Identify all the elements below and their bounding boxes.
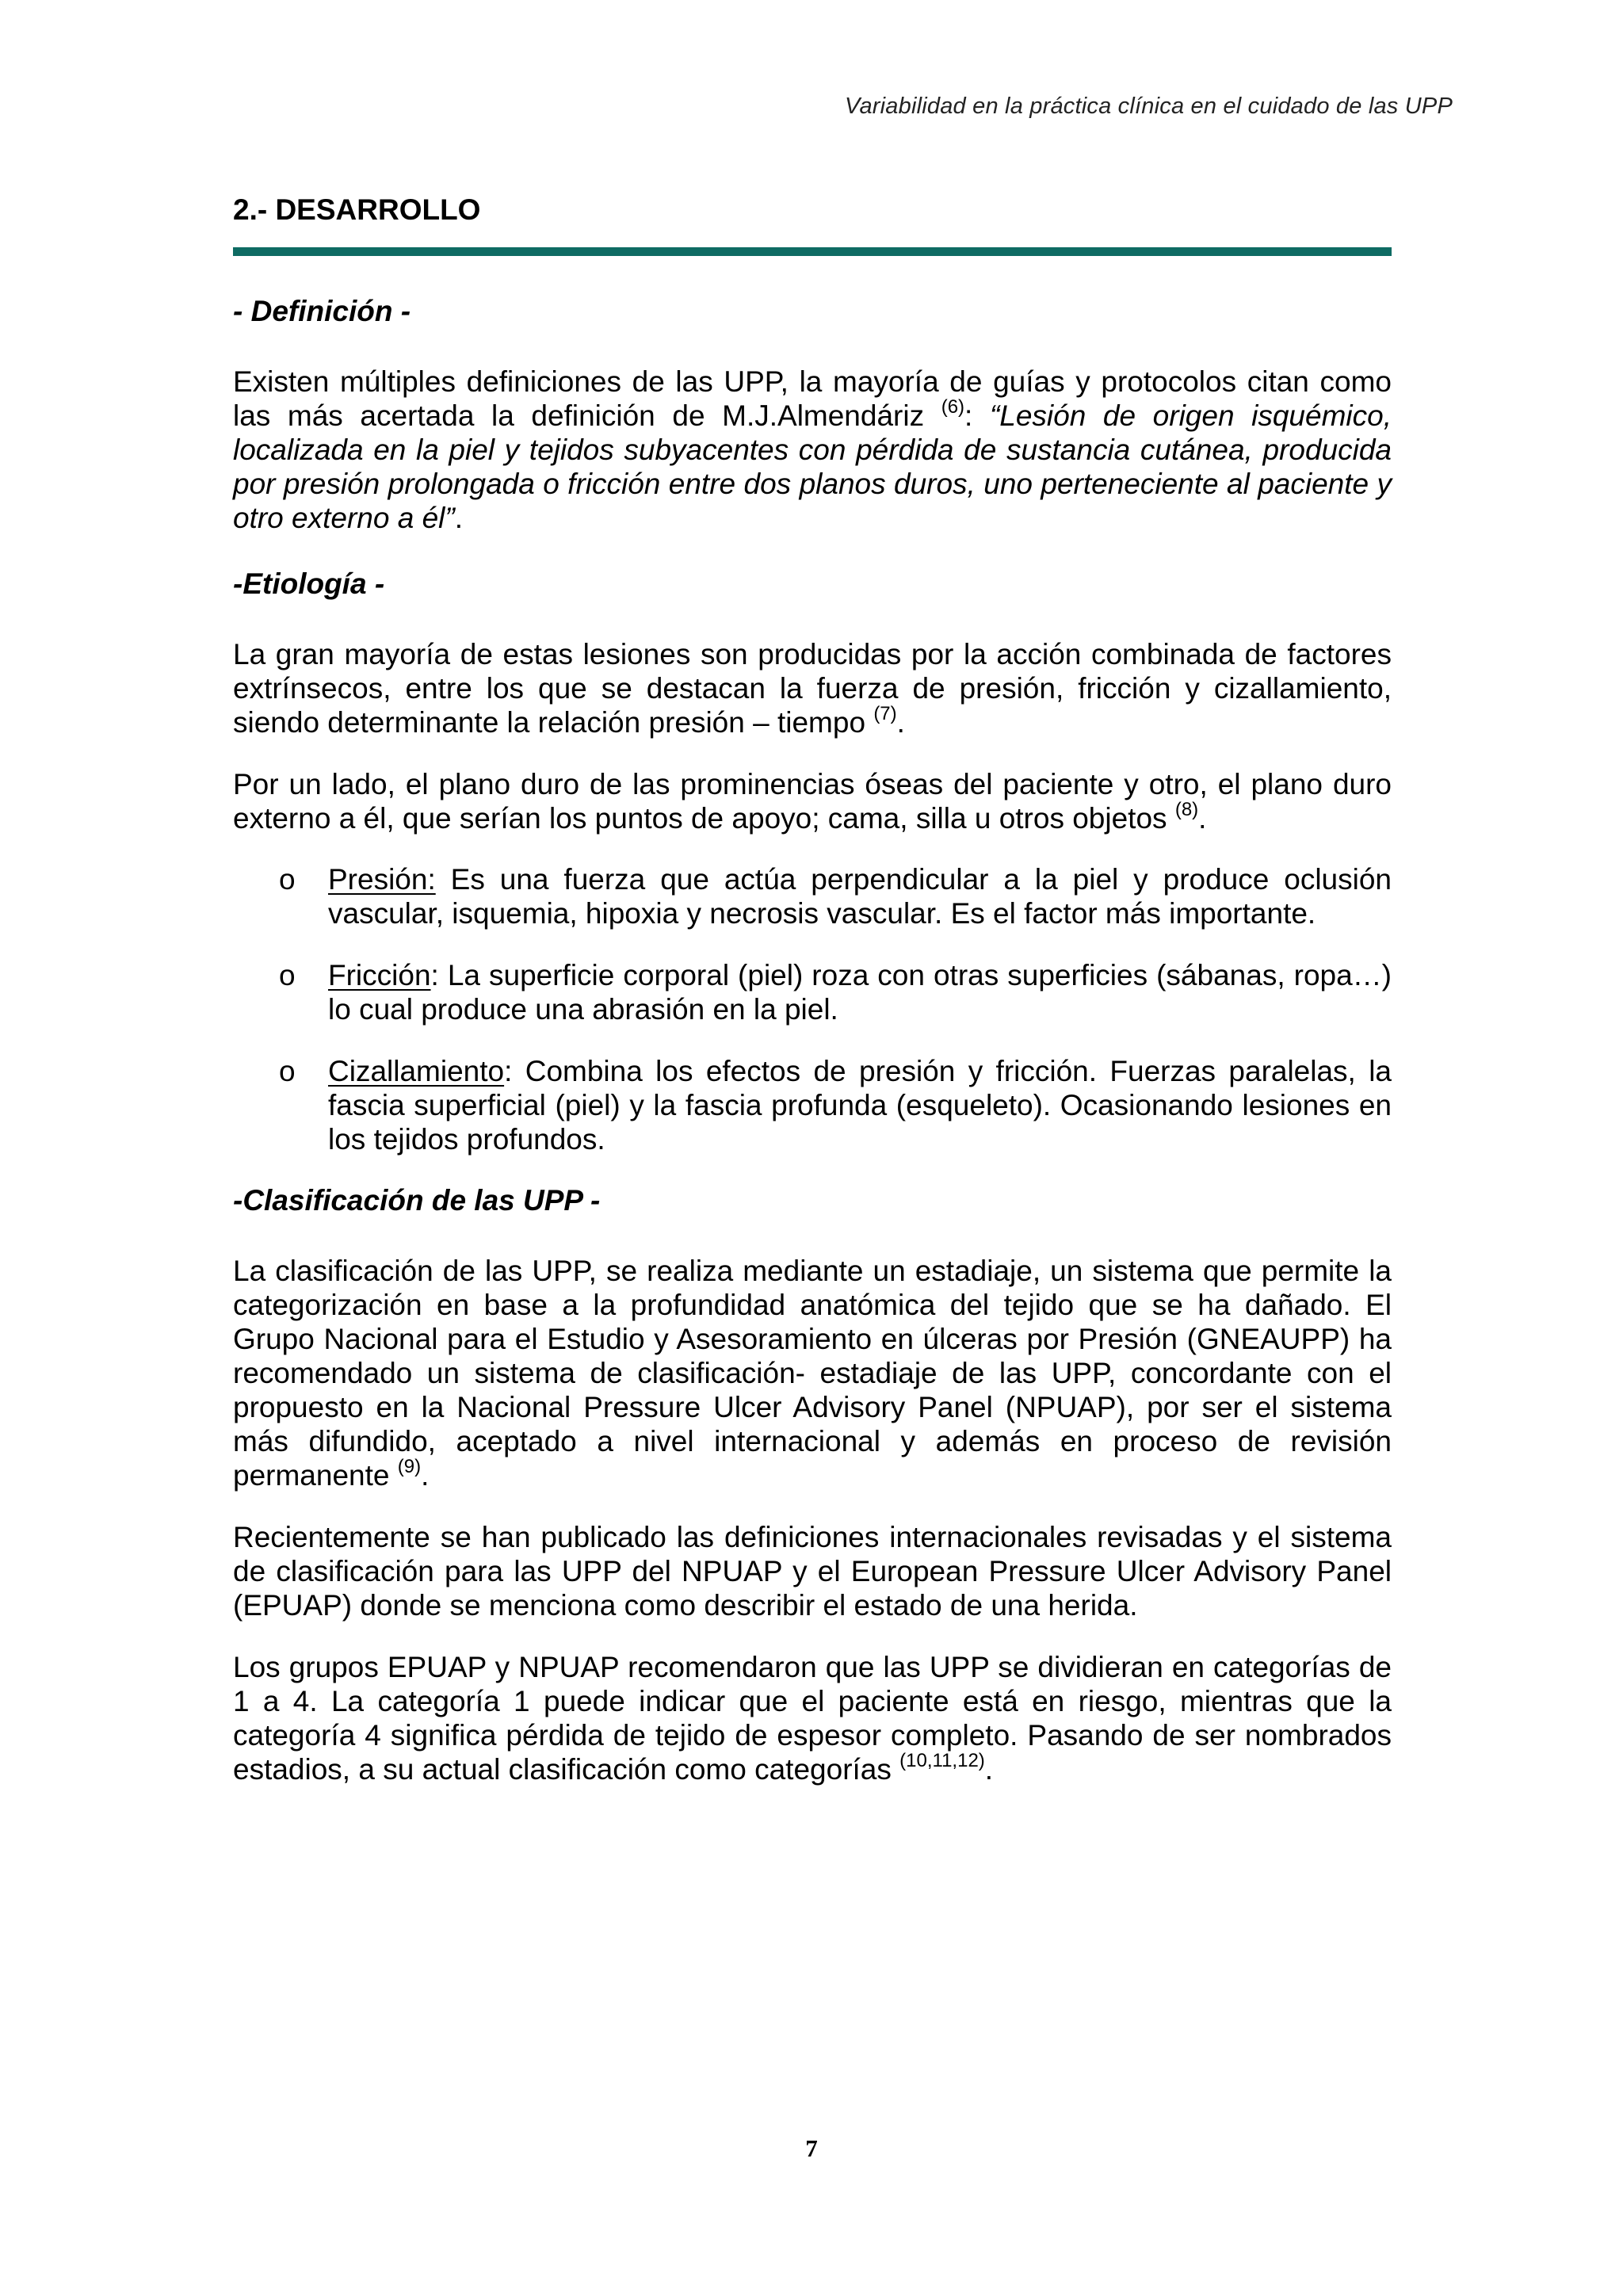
section-heading-definicion: - Definición -	[233, 295, 411, 327]
running-header: Variabilidad en la práctica clínica en el cuidado de las UPP	[845, 94, 1453, 119]
definicion-colon: :	[964, 399, 990, 432]
clasificacion-paragraph-2: Recientemente se han publicado las definiciones internacionales revisadas y el sistema de clasificación para las UPP del NPUAP y el European Pressure Ulcer Advisory Panel (EPUAP) donde se menciona como describir el estado de una herida.	[233, 1521, 1392, 1622]
page-content	[233, 187, 1392, 1786]
bullet-mark: o	[279, 1055, 296, 1087]
definicion-paragraph	[233, 365, 1392, 535]
citation-7: (7)	[873, 703, 897, 724]
section-heading-etiologia: -Etiología -	[233, 567, 385, 600]
bullet-mark: o	[279, 863, 296, 896]
citation-6: (6)	[941, 396, 965, 418]
definicion-text: Existen múltiples definiciones de las UPP, la mayoría de guías y protocolos citan como las más acertada la definición de M.J.Almendáriz	[233, 365, 1392, 432]
bullet-mark: o	[279, 959, 296, 991]
etiologia-p2-text: Por un lado, el plano duro de las prominencias óseas del paciente y otro, el plano duro externo a él, que serían los puntos de apoyo; cama, silla u otros objetos	[233, 768, 1392, 835]
citation-9: (9)	[397, 1456, 422, 1477]
etiologia-p1-end: .	[896, 706, 905, 739]
page-number: 7	[805, 2134, 818, 2162]
clasificacion-p1-text: La clasificación de las UPP, se realiza mediante un estadiaje, un sistema que permite la categorización en base a la profundidad anatómica del tejido que se ha dañado. El Grupo Nacional para el Estudio y Asesoramiento en úlceras por Presión (GNEAUPP) ha recomendado un sistema de clasificación- estadiaje de las UPP, concordante con el propuesto en la Nacional Pressure Ulcer Advisory Panel (NPUAP), por ser el sistema más difundido, aceptado a nivel internacional y además en proceso de revisión permanente	[233, 1255, 1392, 1492]
title-rule	[233, 247, 1392, 256]
clasificacion-p3-text: Los grupos EPUAP y NPUAP recomendaron que las UPP se dividieran en categorías de 1 a 4. La categoría 1 puede indicar que el paciente está en riesgo, mientras que la categoría 4 significa pérdida de tejido de espesor completo. Pasando de ser nombrados estadios, a su actual clasificación como categorías	[233, 1651, 1392, 1786]
term-cizallamiento: Cizallamiento	[328, 1055, 505, 1087]
definicion-end: .	[454, 502, 463, 534]
desc-presion: Es una fuerza que actúa perpendicular a la piel y produce oclusión vascular, isquemia, hipoxia y necrosis vascular. Es el factor más importante.	[328, 863, 1392, 930]
desc-cizallamiento: : Combina los efectos de presión y fricción. Fuerzas paralelas, la fascia superficial (piel) y la fascia profunda (esqueleto). Ocasionando lesiones en los tejidos profundos.	[328, 1055, 1392, 1156]
etiologia-p2-end: .	[1198, 802, 1207, 835]
citation-8: (8)	[1174, 799, 1199, 820]
clasificacion-p1-end: .	[421, 1459, 430, 1492]
section-heading-clasificacion: -Clasificación de las UPP -	[233, 1184, 601, 1217]
clasificacion-p3-end: .	[984, 1753, 994, 1786]
etiologia-p1-text: La gran mayoría de estas lesiones son producidas por la acción combinada de factores extrínsecos, entre los que se destacan la fuerza de presión, fricción y cizallamiento, siendo determinante la relación presión – tiempo	[233, 638, 1392, 739]
list-item-friccion	[233, 958, 1392, 1026]
clasificacion-paragraph-1	[233, 1254, 1392, 1492]
etiologia-paragraph-1	[233, 637, 1392, 739]
term-presion: Presión:	[328, 863, 436, 896]
etiologia-paragraph-2	[233, 767, 1392, 835]
list-item-cizallamiento	[233, 1054, 1392, 1156]
citation-10-11-12: (10,11,12)	[899, 1750, 985, 1771]
chapter-title: 2.- DESARROLLO	[233, 193, 481, 226]
clasificacion-paragraph-3	[233, 1650, 1392, 1786]
factors-list	[233, 862, 1392, 1156]
desc-friccion: : La superficie corporal (piel) roza con otras superficies (sábanas, ropa…) lo cual produce una abrasión en la piel.	[328, 959, 1392, 1026]
term-friccion: Fricción	[328, 959, 431, 991]
list-item-presion	[233, 862, 1392, 930]
definicion-quote: “Lesión de origen isquémico, localizada en la piel y tejidos subyacentes con pérdida de sustancia cutánea, producida por presión prolongada o fricción entre dos planos duros, uno perteneciente al paciente y otro externo a él”	[233, 399, 1392, 534]
